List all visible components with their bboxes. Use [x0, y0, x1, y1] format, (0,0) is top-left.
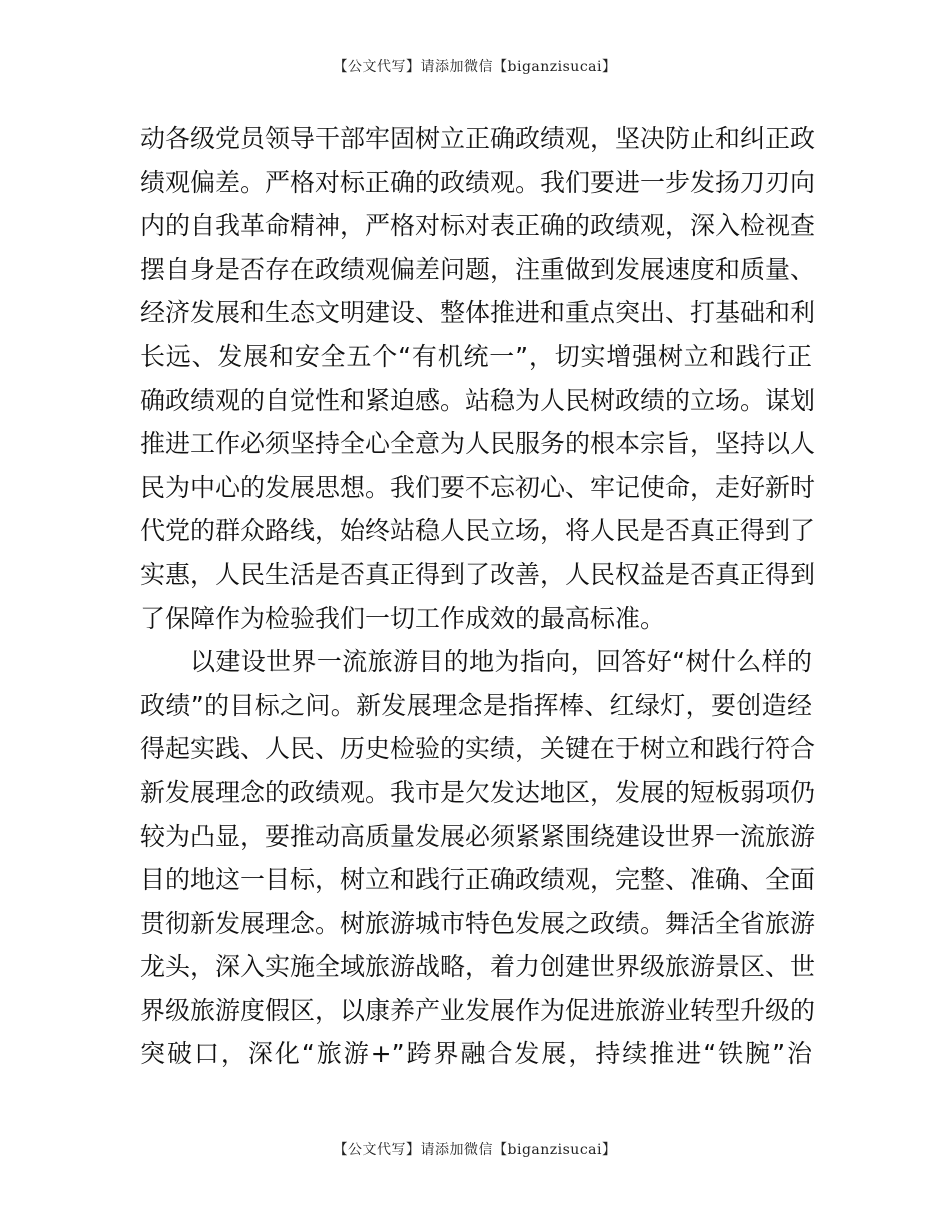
- text-line: 推进工作必须坚持全心全意为人民服务的根本宗旨，坚持以人: [140, 429, 816, 459]
- text-line: 长远、发展和安全五个“有机统一”，切实增强树立和践行正: [140, 341, 812, 371]
- text-line: 经济发展和生态文明建设、整体推进和重点突出、打基础和利: [140, 298, 816, 328]
- text-line: 界级旅游度假区，以康养产业发展作为促进旅游业转型升级的: [140, 995, 816, 1025]
- text-line: 确政绩观的自觉性和紧迫感。站稳为人民树政绩的立场。谋划: [140, 385, 816, 415]
- paragraph-1: [140, 117, 816, 640]
- header-watermark: 【公文代写】请添加微信【biganzisucai】: [333, 59, 617, 75]
- text-line: 目的地这一目标，树立和践行正确政绩观，完整、准确、全面: [140, 865, 816, 895]
- text-line: 贯彻新发展理念。树旅游城市特色发展之政绩。舞活全省旅游: [140, 908, 816, 938]
- text-line: 绩观偏差。严格对标正确的政绩观。我们要进一步发扬刀刃向: [140, 167, 816, 197]
- text-line: 了保障作为检验我们一切工作成效的最高标准。: [140, 603, 666, 633]
- text-line: 得起实践、人民、历史检验的实绩，关键在于树立和践行符合: [140, 734, 816, 764]
- text-line: 突破口，深化“旅游+”跨界融合发展，持续推进“铁腕”治: [140, 1039, 812, 1069]
- text-line: 较为凸显，要推动高质量发展必须紧紧围绕建设世界一流旅游: [140, 821, 816, 851]
- text-line: 代党的群众路线，始终站稳人民立场，将人民是否真正得到了: [140, 516, 816, 546]
- text-line: 实惠，人民生活是否真正得到了改善，人民权益是否真正得到: [140, 559, 816, 589]
- text-line: 动各级党员领导干部牢固树立正确政绩观，坚决防止和纠正政: [140, 124, 816, 153]
- text-line: 民为中心的发展思想。我们要不忘初心、牢记使命，走好新时: [140, 472, 816, 502]
- paragraph-2: [140, 640, 816, 1076]
- footer-watermark: 【公文代写】请添加微信【biganzisucai】: [333, 1142, 617, 1158]
- document-body: [140, 117, 816, 1076]
- text-line: 龙头，深入实施全域旅游战略，着力创建世界级旅游景区、世: [140, 952, 816, 982]
- text-line: 新发展理念的政绩观。我市是欠发达地区，发展的短板弱项仍: [140, 777, 816, 807]
- text-line: 内的自我革命精神，严格对标对表正确的政绩观，深入检视查: [140, 211, 816, 241]
- text-line: 政绩”的目标之问。新发展理念是指挥棒、红绿灯，要创造经: [140, 690, 812, 720]
- text-line: 摆自身是否存在政绩观偏差问题，注重做到发展速度和质量、: [140, 254, 816, 284]
- text-line: 以建设世界一流旅游目的地为指向，回答好“树什么样的: [190, 647, 812, 677]
